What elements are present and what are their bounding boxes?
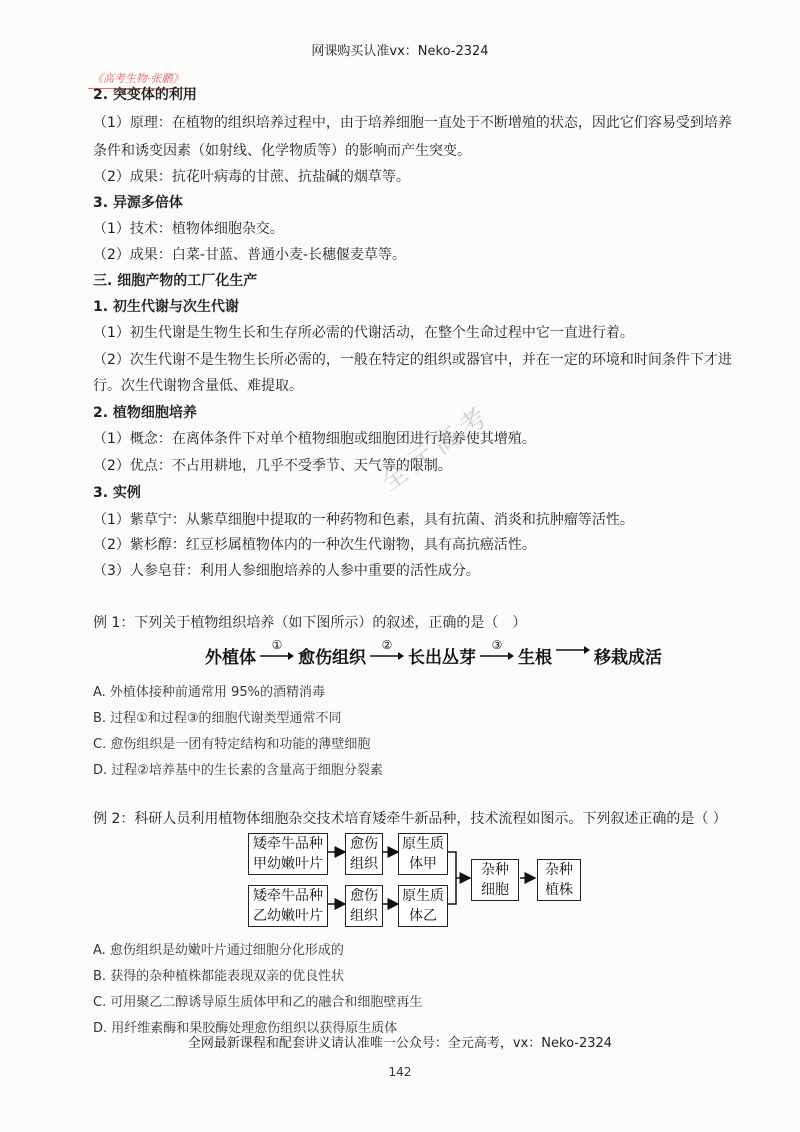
example1-option-c: C. 愈伤组织是一团有特定结构和功能的薄壁细胞 [93, 737, 371, 752]
flow-node: 生根 [518, 648, 552, 668]
text-line: （1）紫草宁：从紫草细胞中提取的一种药物和色素，具有抗菌、消炎和抗肿瘤等活性。 [93, 512, 634, 528]
text-line: （1）初生代谢是生物生长和生存所必需的代谢活动，在整个生命过程中它一直进行着。 [93, 325, 634, 341]
example1-option-a: A. 外植体接种前通常用 95%的酒精消毒 [93, 685, 325, 700]
flow-node: 移栽成活 [594, 648, 662, 668]
flow-arrow [480, 639, 514, 661]
example2-question: 例 2：科研人员利用植物体细胞杂交技术培育矮牵牛新品种，技术流程如图示。下列叙述正确的是（ ） [93, 811, 727, 827]
flow-step-label: ② [381, 637, 393, 652]
example1-option-b: B. 过程①和过程③的细胞代谢类型通常不同 [93, 711, 342, 726]
heading-allopolyploid: 3. 异源多倍体 [93, 195, 183, 211]
example1-question: 例 1：下列关于植物组织培养（如下图所示）的叙述，正确的是（ ） [93, 615, 527, 631]
diagram-box-hybrid-plant: 杂种 植株 [537, 859, 581, 901]
diagram-box-source-a: 矮牵牛品种 甲幼嫩叶片 [248, 833, 328, 875]
diagram-box-hybrid-cell: 杂种 细胞 [471, 859, 519, 901]
example2-option-c: C. 可用聚乙二醇诱导原生质体甲和乙的融合和细胞壁再生 [93, 995, 423, 1010]
heading-cell-culture: 2. 植物细胞培养 [93, 405, 197, 421]
diagram-box-callus-a: 愈伤 组织 [345, 833, 383, 875]
footer-note: 全网最新课程和配套讲义请认准唯一公众号：全元高考，vx：Neko-2324 [187, 1036, 613, 1051]
text-line: 条件和诱变因素（如射线、化学物质等）的影响而产生突变。 [93, 143, 471, 159]
heading-section-three: 三. 细胞产物的工厂化生产 [93, 273, 258, 289]
text-line: （1）原理：在植物的组织培养过程中，由于培养细胞一直处于不断增殖的状态，因此它们容易受到培养 [93, 115, 732, 131]
flow-node: 外植体 [205, 648, 256, 668]
diagram-box-callus-b: 愈伤 组织 [345, 885, 383, 927]
flow-arrow [370, 639, 404, 661]
top-note: 网课购买认准vx：Neko-2324 [311, 44, 489, 59]
flow-step-label: ① [271, 637, 283, 652]
flow-arrow [556, 645, 590, 655]
example2-option-a: A. 愈伤组织是幼嫩叶片通过细胞分化形成的 [93, 943, 344, 958]
text-line: （1）技术：植物体细胞杂交。 [93, 221, 284, 237]
text-line: （2）成果：白菜-甘蓝、普通小麦-长穗偃麦草等。 [93, 247, 407, 263]
text-line: 行。次生代谢物含量低、难提取。 [93, 378, 303, 394]
page-number: 142 [388, 1065, 412, 1079]
flow-step-label: ③ [491, 637, 503, 652]
watermark: 全元高考 [375, 399, 498, 498]
heading-metabolism: 1. 初生代谢与次生代谢 [93, 299, 239, 315]
heading-mutant-use: 2. 突变体的利用 [93, 87, 197, 103]
heading-examples: 3. 实例 [93, 485, 141, 501]
text-line: （2）次生代谢不是生物生长所必需的，一般在特定的组织或器官中，并在一定的环境和时间条件下才进 [93, 352, 732, 368]
text-line: （2）紫杉醇：红豆杉属植物体内的一种次生代谢物，具有高抗癌活性。 [93, 537, 536, 553]
diagram-box-protoplast-b: 原生质 体乙 [398, 885, 448, 927]
flow-node: 愈伤组织 [298, 648, 366, 668]
text-line: （2）成果：抗花叶病毒的甘蔗、抗盐碱的烟草等。 [93, 169, 410, 185]
text-line: （2）优点：不占用耕地，几乎不受季节、天气等的限制。 [93, 458, 452, 474]
example1-flow [205, 637, 662, 668]
flow-arrow [260, 639, 294, 661]
text-line: （1）概念：在离体条件下对单个植物细胞或细胞团进行培养使其增殖。 [93, 431, 536, 447]
example1-option-d: D. 过程②培养基中的生长素的含量高于细胞分裂素 [93, 763, 383, 778]
text-line: （3）人参皂苷：利用人参细胞培养的人参中重要的活性成分。 [93, 563, 480, 579]
diagram-box-source-b: 矮牵牛品种 乙幼嫩叶片 [248, 885, 328, 927]
diagram-box-protoplast-a: 原生质 体甲 [398, 833, 448, 875]
example2-option-b: B. 获得的杂种植株都能表现双亲的优良性状 [93, 969, 345, 984]
book-stamp: 《高考生物·张鹏》 [88, 70, 188, 89]
example2-option-d: D. 用纤维素酶和果胶酶处理愈伤组织以获得原生质体 [93, 1021, 398, 1036]
flow-node: 长出丛芽 [408, 648, 476, 668]
